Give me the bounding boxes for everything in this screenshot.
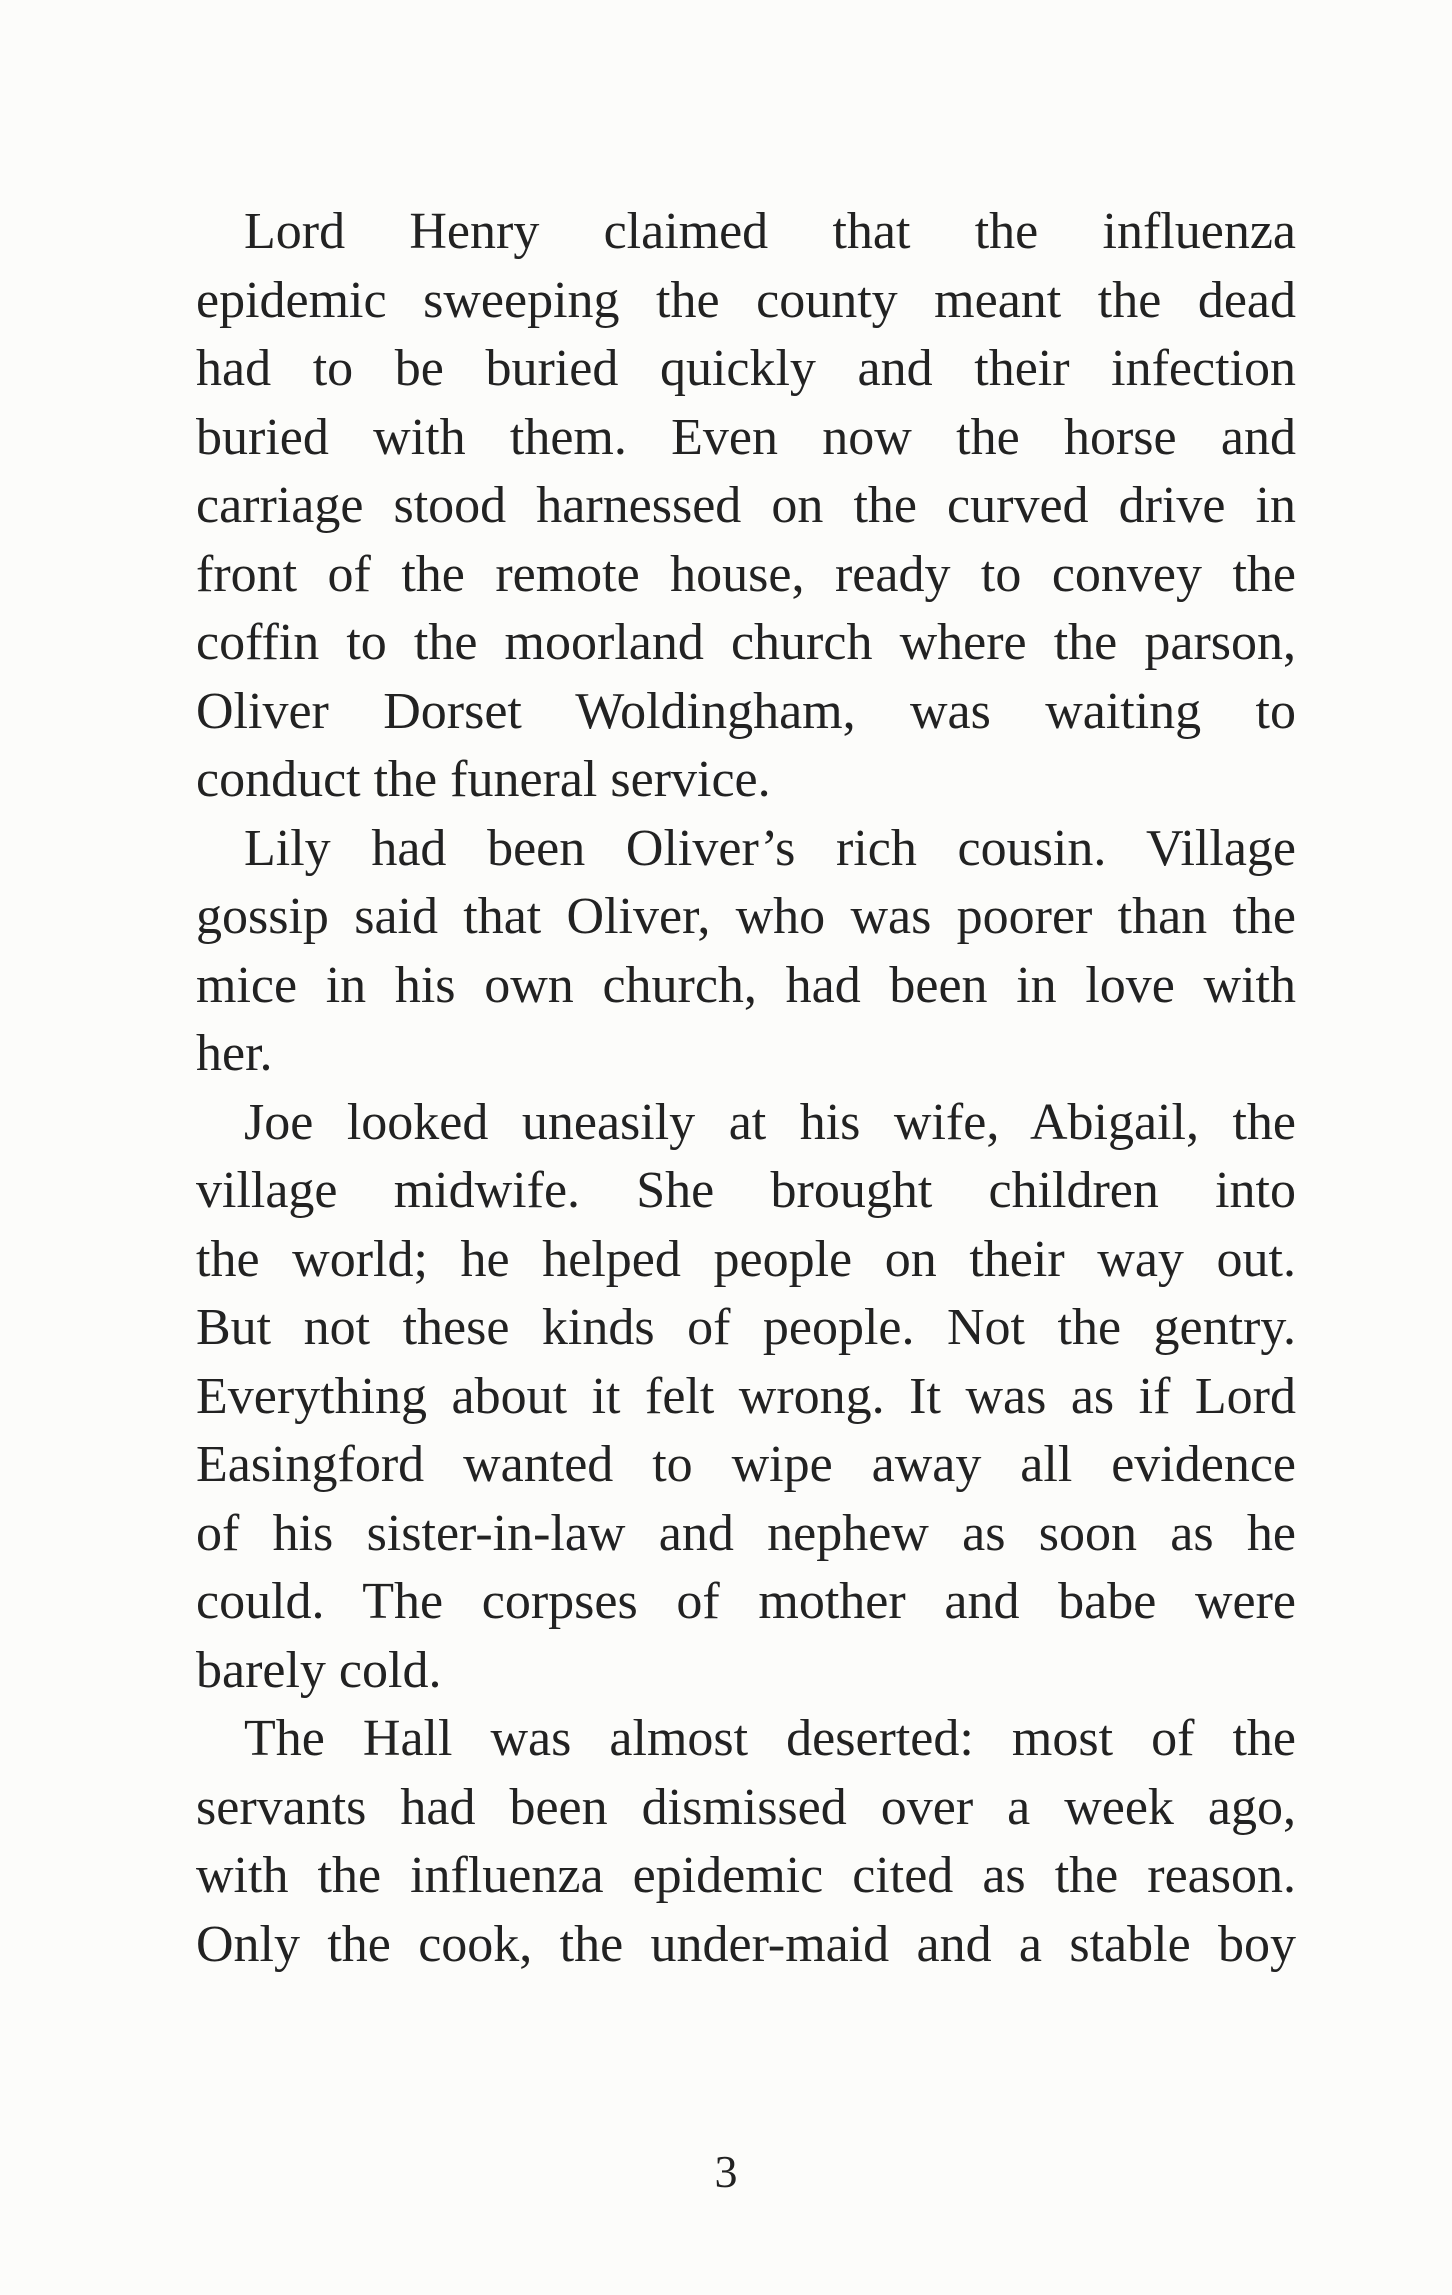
text-line: Joe looked uneasily at his wife, Abigail, the (244, 1093, 1296, 1151)
text-line: her. (196, 1025, 273, 1082)
text-line: Oliver Dorset Woldingham, was waiting to (196, 682, 1296, 740)
text-line: barely cold. (196, 1641, 442, 1699)
text-line: of his sister-in-law and nephew as soon as he (196, 1504, 1296, 1562)
text-line: Easingford wanted to wipe away all evidence (196, 1436, 1296, 1493)
text-line: Lily had been Oliver’s rich cousin. Village (244, 819, 1296, 877)
text-line: conduct the funeral service. (196, 751, 771, 808)
text-line: village midwife. She brought children into (196, 1162, 1296, 1219)
text-line: carriage stood harnessed on the curved drive in (196, 477, 1296, 534)
text-line: But not these kinds of people. Not the gentry. (196, 1299, 1296, 1356)
text-line: epidemic sweeping the county meant the dead (196, 271, 1296, 329)
paragraph-3 (196, 1089, 1296, 1706)
page-number: 3 (714, 2146, 738, 2197)
text-line: Only the cook, the under-maid and a stable boy (196, 1915, 1296, 1973)
text-line: coffin to the moorland church where the parson, (196, 614, 1296, 671)
text-line: Everything about it felt wrong. It was as if Lord (196, 1367, 1296, 1425)
body-text (196, 198, 1296, 1979)
text-line: had to be buried quickly and their infection (196, 340, 1296, 397)
text-line: could. The corpses of mother and babe were (196, 1573, 1296, 1630)
paragraph-2 (196, 815, 1296, 1089)
paragraph-4 (196, 1705, 1296, 1979)
text-line: The Hall was almost deserted: most of the (244, 1710, 1296, 1767)
text-line: front of the remote house, ready to convey the (196, 545, 1296, 603)
paragraph-1 (196, 198, 1296, 815)
text-line: Lord Henry claimed that the influenza (244, 203, 1296, 260)
text-line: mice in his own church, had been in love with (196, 956, 1296, 1014)
text-line: buried with them. Even now the horse and (196, 408, 1296, 466)
text-line: gossip said that Oliver, who was poorer than the (196, 888, 1296, 945)
text-line: servants had been dismissed over a week ago, (196, 1778, 1296, 1836)
text-line: the world; he helped people on their way out. (196, 1230, 1296, 1288)
text-line: with the influenza epidemic cited as the reason. (196, 1847, 1296, 1904)
